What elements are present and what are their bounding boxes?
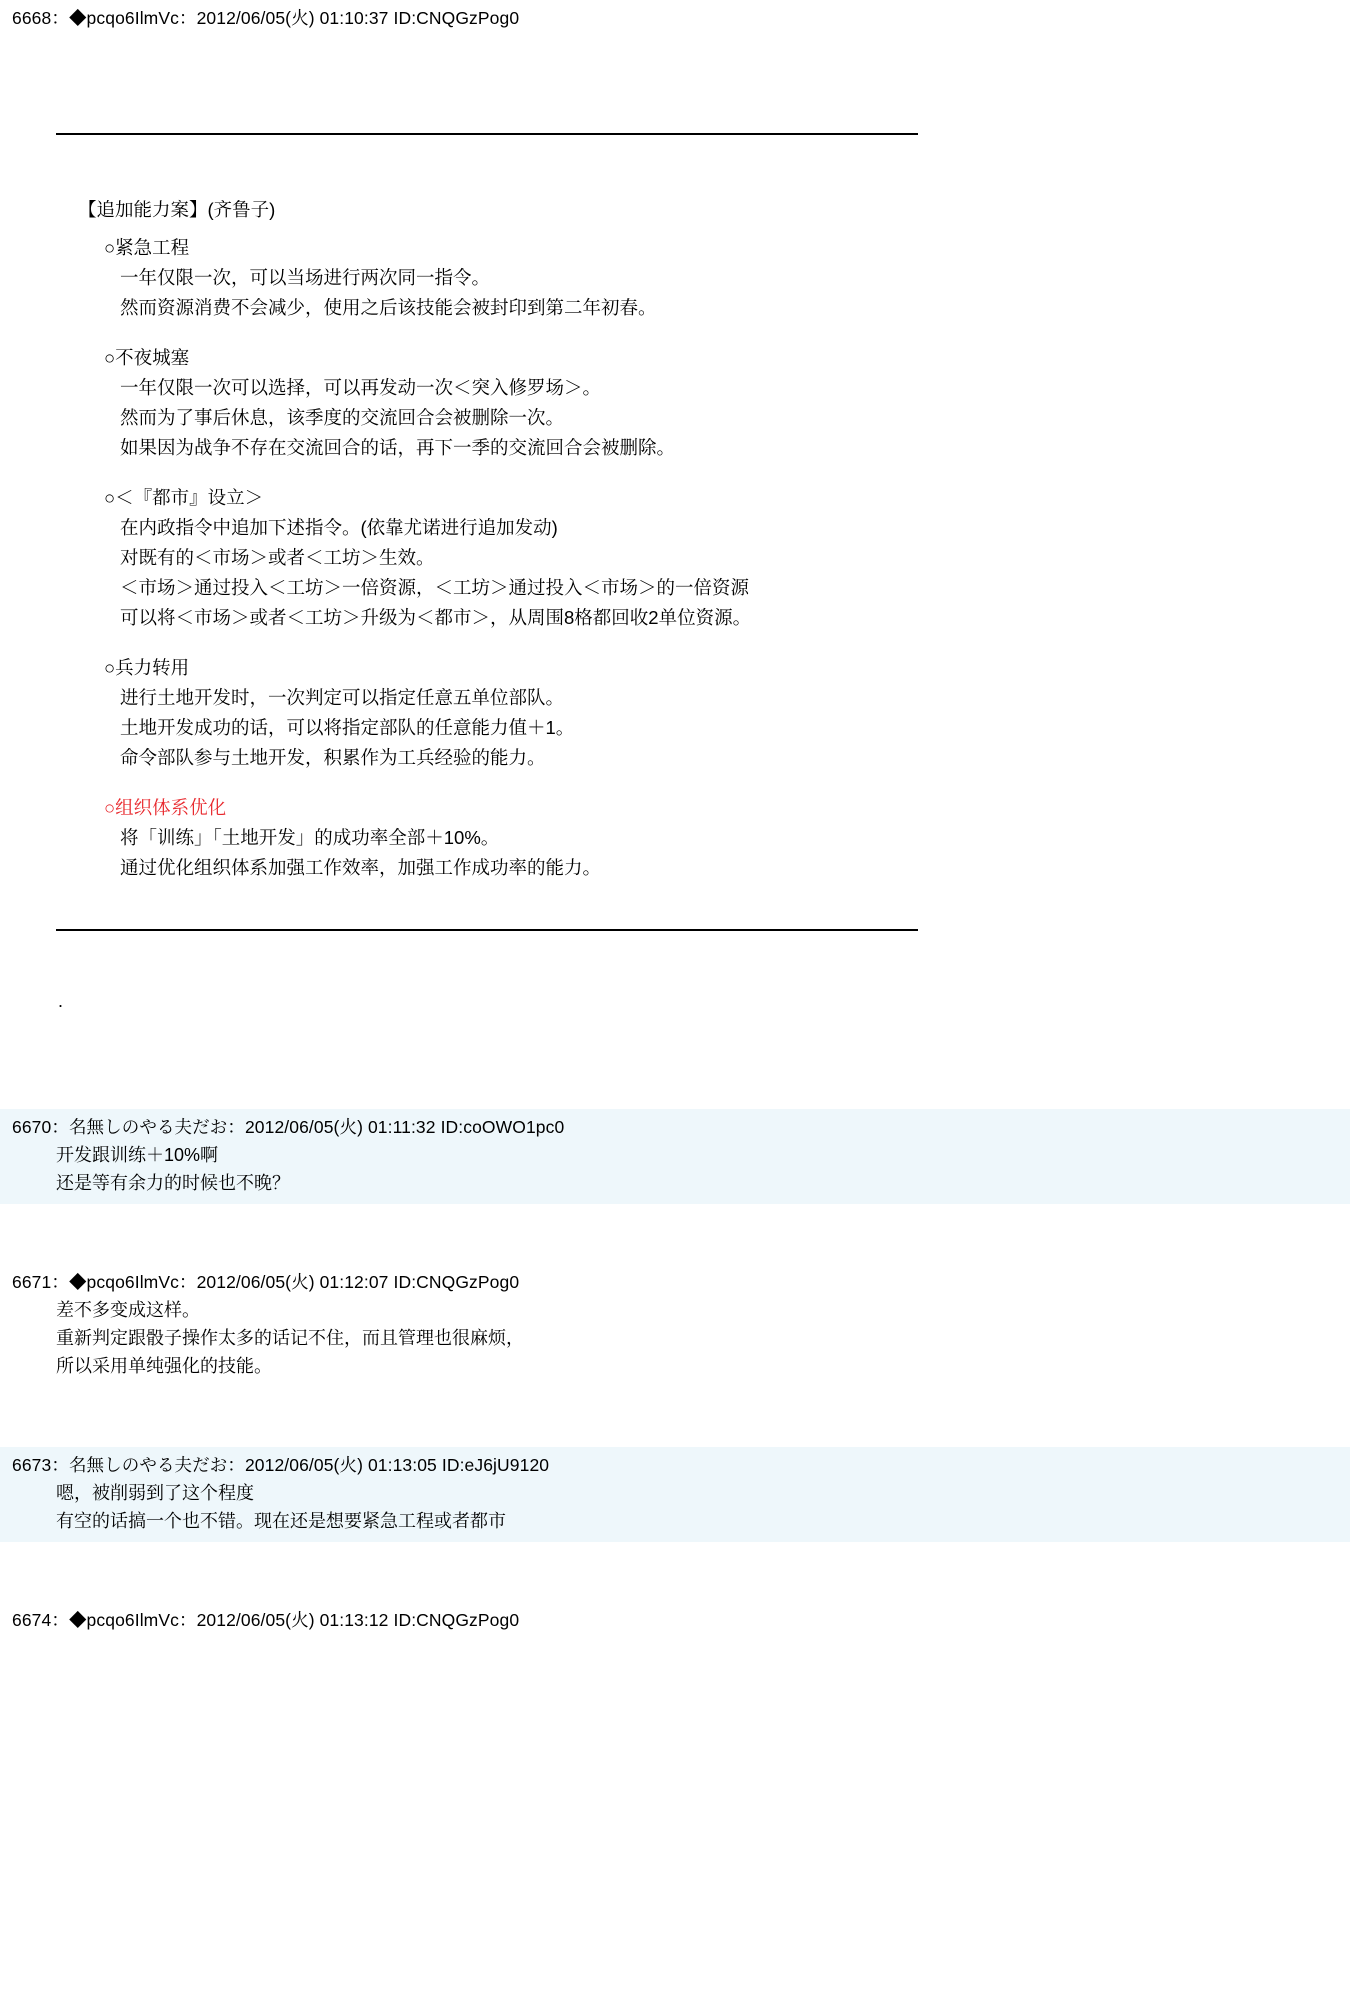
post-header [0,1115,1350,1140]
post-separator: ： [51,1271,69,1292]
ability-section-line: 可以将＜市场＞或者＜工坊＞升级为＜都市＞，从周围8格都回收2单位资源。 [120,607,752,628]
post-separator-2: ： [178,8,197,28]
ability-section-line: 如果因为战争不存在交流回合的话，再下一季的交流回合会被删除。 [120,437,676,459]
post-header [0,1453,1350,1478]
spacer-top [0,37,1350,133]
post-number: 6673 [12,1454,52,1475]
post-separator-2: ： [178,1610,197,1631]
post-line: 嗯，被削弱到了这个程度 [56,1483,254,1504]
post-uid: ID:CNQGzPog0 [393,1271,520,1292]
post-line: 开发跟训练＋10%啊 [56,1145,219,1166]
post-line: 差不多变成这样。 [56,1300,200,1321]
post-date: 2012/06/05(火) 01:10:37 [196,8,389,28]
post-author[interactable]: ◆pcqo6IlmVc [68,1610,179,1631]
ability-section-nightless-fortress [78,343,1350,463]
post-header [0,1608,1350,1633]
ability-section-line: 对既有的＜市场＞或者＜工坊＞生效。 [120,547,435,569]
ability-panel-body [0,195,1350,882]
post-date: 2012/06/05(火) 01:13:12 [196,1610,389,1631]
ability-section-line: 土地开发成功的话，可以将指定部队的任意能力值＋1。 [120,716,575,738]
post-author[interactable]: 名無しのやる夫だお [68,1116,228,1137]
ability-section-line: 然而资源消费不会减少，使用之后该技能会被封印到第二年初春。 [120,297,657,319]
post-separator: ： [51,8,69,28]
post-author[interactable]: 名無しのやる夫だお [68,1454,228,1475]
post-6668 [0,0,1350,37]
post-uid: ID:coOWO1pc0 [440,1116,565,1137]
post-6670 [0,1109,1350,1204]
post-6671 [0,1264,1350,1387]
post-number: 6668 [12,8,52,28]
ability-section-troop-diversion [78,653,1350,773]
ability-section-line: ＜市场＞通过投入＜工坊＞一倍资源，＜工坊＞通过投入＜市场＞的一倍资源 [120,577,750,599]
post-date: 2012/06/05(火) 01:12:07 [196,1271,389,1292]
trailing-dot: . [58,990,64,1011]
post-number: 6671 [12,1271,52,1292]
post-uid: ID:eJ6jU9120 [441,1454,550,1475]
post-separator: ： [51,1454,69,1475]
ability-section-line: 一年仅限一次可以选择，可以再发动一次＜突入修罗场＞。 [120,377,602,399]
post-separator-2: ： [227,1454,245,1475]
ability-section-line: 进行土地开发时，一次判定可以指定任意五单位部队。 [120,686,565,708]
ability-section-org-optimization [78,793,1350,883]
spacer-before-6670 [0,1013,1350,1109]
ability-panel-title: 【追加能力案】(齐鲁子) [78,199,276,221]
ability-section-head: ○兵力转用 [104,656,190,678]
ability-section-head-highlighted: ○组织体系优化 [104,796,227,818]
post-separator: ： [51,1610,69,1631]
post-separator-2: ： [178,1271,197,1292]
panel-gap-bottom [0,903,1350,929]
panel-gap-top [0,135,1350,195]
ability-section-line: 一年仅限一次，可以当场进行两次同一指令。 [120,267,491,289]
post-author[interactable]: ◆pcqo6IlmVc [68,8,179,28]
ability-section-line: 然而为了事后休息，该季度的交流回合会被删除一次。 [120,407,565,429]
post-separator: ： [51,1116,69,1137]
post-6673 [0,1447,1350,1542]
ability-section-head: ○＜『都市』设立＞ [104,487,264,509]
post-header [0,1270,1350,1295]
ability-section-line: 通过优化组织体系加强工作效率，加强工作成功率的能力。 [120,856,602,878]
post-body [0,1478,1350,1536]
post-line: 还是等有余力的时候也不晚？ [56,1173,290,1194]
spacer-after-panel [0,931,1350,991]
post-date: 2012/06/05(火) 01:11:32 [244,1116,436,1137]
ability-section-emergency [78,233,1350,323]
spacer-6670-6671 [0,1204,1350,1264]
post-body [0,1140,1350,1198]
spacer-6671-6673 [0,1387,1350,1447]
ability-section-line: 命令部队参与土地开发，积累作为工兵经验的能力。 [120,746,546,768]
post-date: 2012/06/05(火) 01:13:05 [244,1454,437,1475]
post-number: 6674 [12,1610,52,1631]
post-line: 所以采用单纯强化的技能。 [56,1356,272,1377]
post-6674 [0,1602,1350,1639]
spacer-6673-6674 [0,1542,1350,1602]
post-separator-2: ： [227,1116,245,1137]
post-number: 6670 [12,1116,52,1137]
post-body [0,1295,1350,1381]
post-line: 重新判定跟骰子操作太多的话记不住，而且管理也很麻烦， [56,1328,524,1349]
post-uid: ID:CNQGzPog0 [393,8,520,28]
ability-section-city [78,483,1350,633]
ability-section-line: 将「训练」「土地开发」的成功率全部＋10%。 [120,826,500,848]
post-uid: ID:CNQGzPog0 [393,1610,520,1631]
ability-section-line: 在内政指令中追加下述指令。(依靠尤诺进行追加发动) [120,517,558,539]
post-author[interactable]: ◆pcqo6IlmVc [68,1271,179,1292]
ability-section-head: ○不夜城塞 [104,347,190,369]
post-header [0,6,1350,31]
post-line: 有空的话搞一个也不错。现在还是想要紧急工程或者都市 [56,1511,506,1532]
ability-panel [0,133,1350,930]
ability-section-head: ○紧急工程 [104,237,190,259]
